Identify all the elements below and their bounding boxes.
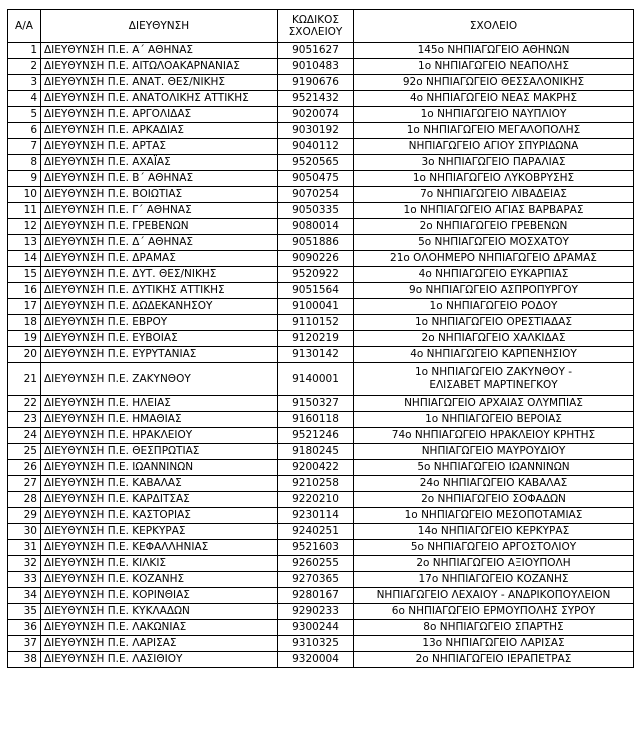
table-row — [8, 652, 634, 668]
row-school: 24ο ΝΗΠΙΑΓΩΓΕΙΟ ΚΑΒΑΛΑΣ — [354, 476, 634, 492]
table-row — [8, 540, 634, 556]
header-direction: ΔΙΕΥΘΥΝΣΗ — [41, 10, 278, 43]
table-row — [8, 412, 634, 428]
row-direction: ΔΙΕΥΘΥΝΣΗ Π.Ε. ΘΕΣΠΡΩΤΙΑΣ — [41, 444, 278, 460]
row-number: 2 — [8, 59, 41, 75]
table-row — [8, 283, 634, 299]
row-number: 23 — [8, 412, 41, 428]
row-number: 22 — [8, 396, 41, 412]
header-code-line2: ΣΧΟΛΕΙΟΥ — [288, 26, 343, 38]
row-school: ΝΗΠΙΑΓΩΓΕΙΟ ΑΡΧΑΙΑΣ ΟΛΥΜΠΙΑΣ — [354, 396, 634, 412]
row-number: 28 — [8, 492, 41, 508]
table-row — [8, 155, 634, 171]
row-direction: ΔΙΕΥΘΥΝΣΗ Π.Ε. ΕΥΒΟΙΑΣ — [41, 331, 278, 347]
row-school: 1ο ΝΗΠΙΑΓΩΓΕΙΟ ΡΟΔΟΥ — [354, 299, 634, 315]
table-row — [8, 588, 634, 604]
row-school: 1ο ΝΗΠΙΑΓΩΓΕΙΟ ΒΕΡΟΙΑΣ — [354, 412, 634, 428]
row-number: 9 — [8, 171, 41, 187]
row-number: 30 — [8, 524, 41, 540]
row-school: 21ο ΟΛΟΗΜΕΡΟ ΝΗΠΙΑΓΩΓΕΙΟ ΔΡΑΜΑΣ — [354, 251, 634, 267]
row-school-code: 9520922 — [278, 267, 354, 283]
row-school-code: 9521603 — [278, 540, 354, 556]
row-school-code: 9130142 — [278, 347, 354, 363]
row-school-code: 9270365 — [278, 572, 354, 588]
table-row — [8, 460, 634, 476]
row-school: 92ο ΝΗΠΙΑΓΩΓΕΙΟ ΘΕΣΣΑΛΟΝΙΚΗΣ — [354, 75, 634, 91]
row-direction: ΔΙΕΥΘΥΝΣΗ Π.Ε. ΓΡΕΒΕΝΩΝ — [41, 219, 278, 235]
row-direction: ΔΙΕΥΘΥΝΣΗ Π.Ε. Δ΄ ΑΘΗΝΑΣ — [41, 235, 278, 251]
row-school-code: 9190676 — [278, 75, 354, 91]
row-school: 17ο ΝΗΠΙΑΓΩΓΕΙΟ ΚΟΖΑΝΗΣ — [354, 572, 634, 588]
table-row — [8, 267, 634, 283]
table-header-row — [8, 10, 634, 43]
row-direction: ΔΙΕΥΘΥΝΣΗ Π.Ε. Γ΄ ΑΘΗΝΑΣ — [41, 203, 278, 219]
row-direction: ΔΙΕΥΘΥΝΣΗ Π.Ε. ΚΟΖΑΝΗΣ — [41, 572, 278, 588]
row-number: 38 — [8, 652, 41, 668]
row-direction: ΔΙΕΥΘΥΝΣΗ Π.Ε. ΕΒΡΟΥ — [41, 315, 278, 331]
row-number: 21 — [8, 363, 41, 396]
table-row — [8, 396, 634, 412]
row-school: ΝΗΠΙΑΓΩΓΕΙΟ ΑΓΙΟΥ ΣΠΥΡΙΔΩΝΑ — [354, 139, 634, 155]
header-school: ΣΧΟΛΕΙΟ — [354, 10, 634, 43]
table-row — [8, 203, 634, 219]
row-number: 24 — [8, 428, 41, 444]
row-school: 5ο ΝΗΠΙΑΓΩΓΕΙΟ ΙΩΑΝΝΙΝΩΝ — [354, 460, 634, 476]
table-row — [8, 235, 634, 251]
row-school: 4ο ΝΗΠΙΑΓΩΓΕΙΟ ΕΥΚΑΡΠΙΑΣ — [354, 267, 634, 283]
table-row — [8, 251, 634, 267]
row-number: 16 — [8, 283, 41, 299]
row-school: 5ο ΝΗΠΙΑΓΩΓΕΙΟ ΑΡΓΟΣΤΟΛΙΟΥ — [354, 540, 634, 556]
row-number: 15 — [8, 267, 41, 283]
row-school: 6ο ΝΗΠΙΑΓΩΓΕΙΟ ΕΡΜΟΥΠΟΛΗΣ ΣΥΡΟΥ — [354, 604, 634, 620]
table-row — [8, 524, 634, 540]
row-school: 7ο ΝΗΠΙΑΓΩΓΕΙΟ ΛΙΒΑΔΕΙΑΣ — [354, 187, 634, 203]
row-school-code: 9320004 — [278, 652, 354, 668]
row-direction: ΔΙΕΥΘΥΝΣΗ Π.Ε. ΕΥΡΥΤΑΝΙΑΣ — [41, 347, 278, 363]
row-school-code: 9521432 — [278, 91, 354, 107]
row-number: 8 — [8, 155, 41, 171]
row-school-code: 9300244 — [278, 620, 354, 636]
table-row — [8, 59, 634, 75]
row-number: 34 — [8, 588, 41, 604]
table-row — [8, 331, 634, 347]
row-direction: ΔΙΕΥΘΥΝΣΗ Π.Ε. ΚΑΒΑΛΑΣ — [41, 476, 278, 492]
row-number: 27 — [8, 476, 41, 492]
table-row — [8, 492, 634, 508]
table-row — [8, 75, 634, 91]
row-number: 10 — [8, 187, 41, 203]
table-row — [8, 299, 634, 315]
row-direction: ΔΙΕΥΘΥΝΣΗ Π.Ε. Β΄ ΑΘΗΝΑΣ — [41, 171, 278, 187]
row-school: 14ο ΝΗΠΙΑΓΩΓΕΙΟ ΚΕΡΚΥΡΑΣ — [354, 524, 634, 540]
row-school-code: 9520565 — [278, 155, 354, 171]
row-direction: ΔΙΕΥΘΥΝΣΗ Π.Ε. ΑΧΑΪΑΣ — [41, 155, 278, 171]
row-school-code: 9310325 — [278, 636, 354, 652]
row-school-code: 9050475 — [278, 171, 354, 187]
header-num: Α/Α — [8, 10, 41, 43]
row-direction: ΔΙΕΥΘΥΝΣΗ Π.Ε. ΛΑΣΙΘΙΟΥ — [41, 652, 278, 668]
table-row — [8, 363, 634, 396]
row-school-code: 9290233 — [278, 604, 354, 620]
row-direction: ΔΙΕΥΘΥΝΣΗ Π.Ε. ΚΟΡΙΝΘΙΑΣ — [41, 588, 278, 604]
table-row — [8, 347, 634, 363]
row-school: 13ο ΝΗΠΙΑΓΩΓΕΙΟ ΛΑΡΙΣΑΣ — [354, 636, 634, 652]
table-row — [8, 187, 634, 203]
row-school-code: 9030192 — [278, 123, 354, 139]
row-school-code: 9051886 — [278, 235, 354, 251]
row-direction: ΔΙΕΥΘΥΝΣΗ Π.Ε. ΔΥΤ. ΘΕΣ/ΝΙΚΗΣ — [41, 267, 278, 283]
row-direction: ΔΙΕΥΘΥΝΣΗ Π.Ε. ΒΟΙΩΤΙΑΣ — [41, 187, 278, 203]
table-row — [8, 572, 634, 588]
table-row — [8, 508, 634, 524]
row-school-code: 9521246 — [278, 428, 354, 444]
row-number: 36 — [8, 620, 41, 636]
row-school-code: 9010483 — [278, 59, 354, 75]
row-school-code: 9120219 — [278, 331, 354, 347]
row-school: 2ο ΝΗΠΙΑΓΩΓΕΙΟ ΧΑΛΚΙΔΑΣ — [354, 331, 634, 347]
table-row — [8, 476, 634, 492]
row-number: 4 — [8, 91, 41, 107]
row-number: 1 — [8, 43, 41, 59]
row-school: 74ο ΝΗΠΙΑΓΩΓΕΙΟ ΗΡΑΚΛΕΙΟΥ ΚΡΗΤΗΣ — [354, 428, 634, 444]
row-direction: ΔΙΕΥΘΥΝΣΗ Π.Ε. ΗΛΕΙΑΣ — [41, 396, 278, 412]
row-number: 18 — [8, 315, 41, 331]
row-school-code: 9240251 — [278, 524, 354, 540]
table-row — [8, 636, 634, 652]
row-direction: ΔΙΕΥΘΥΝΣΗ Π.Ε. ΚΑΣΤΟΡΙΑΣ — [41, 508, 278, 524]
row-number: 5 — [8, 107, 41, 123]
row-school-code: 9160118 — [278, 412, 354, 428]
row-direction: ΔΙΕΥΘΥΝΣΗ Π.Ε. ΑΝΑΤ. ΘΕΣ/ΝΙΚΗΣ — [41, 75, 278, 91]
row-school: 2ο ΝΗΠΙΑΓΩΓΕΙΟ ΙΕΡΑΠΕΤΡΑΣ — [354, 652, 634, 668]
row-number: 7 — [8, 139, 41, 155]
table-row — [8, 43, 634, 59]
row-school: 2ο ΝΗΠΙΑΓΩΓΕΙΟ ΣΟΦΑΔΩΝ — [354, 492, 634, 508]
row-direction: ΔΙΕΥΘΥΝΣΗ Π.Ε. ΖΑΚΥΝΘΟΥ — [41, 363, 278, 396]
row-school: 1ο ΝΗΠΙΑΓΩΓΕΙΟ ΑΓΙΑΣ ΒΑΡΒΑΡΑΣ — [354, 203, 634, 219]
table-row — [8, 444, 634, 460]
row-school-code: 9070254 — [278, 187, 354, 203]
header-code — [278, 10, 354, 43]
row-number: 35 — [8, 604, 41, 620]
row-school: ΝΗΠΙΑΓΩΓΕΙΟ ΜΑΥΡΟΥΔΙΟΥ — [354, 444, 634, 460]
row-school-code: 9080014 — [278, 219, 354, 235]
row-school-code: 9050335 — [278, 203, 354, 219]
row-direction: ΔΙΕΥΘΥΝΣΗ Π.Ε. ΗΡΑΚΛΕΙΟΥ — [41, 428, 278, 444]
table-row — [8, 556, 634, 572]
row-direction: ΔΙΕΥΘΥΝΣΗ Π.Ε. ΑΝΑΤΟΛΙΚΗΣ ΑΤΤΙΚΗΣ — [41, 91, 278, 107]
row-direction: ΔΙΕΥΘΥΝΣΗ Π.Ε. ΑΡΚΑΔΙΑΣ — [41, 123, 278, 139]
row-number: 11 — [8, 203, 41, 219]
row-school-code: 9220210 — [278, 492, 354, 508]
row-school: 1ο ΝΗΠΙΑΓΩΓΕΙΟ ΜΕΓΑΛΟΠΟΛΗΣ — [354, 123, 634, 139]
table-row — [8, 428, 634, 444]
row-school-code: 9210258 — [278, 476, 354, 492]
row-number: 3 — [8, 75, 41, 91]
row-school-code: 9100041 — [278, 299, 354, 315]
row-school-code: 9110152 — [278, 315, 354, 331]
row-school: 2ο ΝΗΠΙΑΓΩΓΕΙΟ ΓΡΕΒΕΝΩΝ — [354, 219, 634, 235]
table-row — [8, 91, 634, 107]
table-row — [8, 171, 634, 187]
table-row — [8, 620, 634, 636]
row-school-code: 9180245 — [278, 444, 354, 460]
row-number: 12 — [8, 219, 41, 235]
table-row — [8, 604, 634, 620]
row-school-code: 9260255 — [278, 556, 354, 572]
table-row — [8, 139, 634, 155]
row-number: 29 — [8, 508, 41, 524]
row-number: 26 — [8, 460, 41, 476]
row-school-code: 9150327 — [278, 396, 354, 412]
row-direction: ΔΙΕΥΘΥΝΣΗ Π.Ε. ΑΡΤΑΣ — [41, 139, 278, 155]
row-number: 31 — [8, 540, 41, 556]
row-direction: ΔΙΕΥΘΥΝΣΗ Π.Ε. ΑΡΓΟΛΙΔΑΣ — [41, 107, 278, 123]
row-school: 1ο ΝΗΠΙΑΓΩΓΕΙΟ ΜΕΣΟΠΟΤΑΜΙΑΣ — [354, 508, 634, 524]
row-school-code: 9040112 — [278, 139, 354, 155]
row-school-code: 9090226 — [278, 251, 354, 267]
row-direction: ΔΙΕΥΘΥΝΣΗ Π.Ε. Α΄ ΑΘΗΝΑΣ — [41, 43, 278, 59]
table-row — [8, 123, 634, 139]
row-number: 19 — [8, 331, 41, 347]
row-number: 37 — [8, 636, 41, 652]
row-school: 2ο ΝΗΠΙΑΓΩΓΕΙΟ ΑΞΙΟΥΠΟΛΗ — [354, 556, 634, 572]
row-number: 6 — [8, 123, 41, 139]
row-direction: ΔΙΕΥΘΥΝΣΗ Π.Ε. ΚΙΛΚΙΣ — [41, 556, 278, 572]
row-school-line1: 1ο ΝΗΠΙΑΓΩΓΕΙΟ ΖΑΚΥΝΘΟΥ - — [414, 366, 573, 378]
row-school: 145ο ΝΗΠΙΑΓΩΓΕΙΟ ΑΘΗΝΩΝ — [354, 43, 634, 59]
row-school: 4ο ΝΗΠΙΑΓΩΓΕΙΟ ΝΕΑΣ ΜΑΚΡΗΣ — [354, 91, 634, 107]
row-school: 3ο ΝΗΠΙΑΓΩΓΕΙΟ ΠΑΡΑΛΙΑΣ — [354, 155, 634, 171]
row-number: 14 — [8, 251, 41, 267]
schools-table — [7, 9, 634, 668]
row-direction: ΔΙΕΥΘΥΝΣΗ Π.Ε. ΙΩΑΝΝΙΝΩΝ — [41, 460, 278, 476]
row-direction: ΔΙΕΥΘΥΝΣΗ Π.Ε. ΚΕΦΑΛΛΗΝΙΑΣ — [41, 540, 278, 556]
row-direction: ΔΙΕΥΘΥΝΣΗ Π.Ε. ΚΥΚΛΑΔΩΝ — [41, 604, 278, 620]
row-school-code: 9051564 — [278, 283, 354, 299]
row-school: 9ο ΝΗΠΙΑΓΩΓΕΙΟ ΑΣΠΡΟΠΥΡΓΟΥ — [354, 283, 634, 299]
table-row — [8, 107, 634, 123]
row-school — [354, 363, 634, 396]
row-school-code: 9280167 — [278, 588, 354, 604]
row-school: 1ο ΝΗΠΙΑΓΩΓΕΙΟ ΛΥΚΟΒΡΥΣΗΣ — [354, 171, 634, 187]
table-row — [8, 219, 634, 235]
row-direction: ΔΙΕΥΘΥΝΣΗ Π.Ε. ΔΩΔΕΚΑΝΗΣΟΥ — [41, 299, 278, 315]
row-direction: ΔΙΕΥΘΥΝΣΗ Π.Ε. ΗΜΑΘΙΑΣ — [41, 412, 278, 428]
row-school-code: 9140001 — [278, 363, 354, 396]
row-number: 32 — [8, 556, 41, 572]
row-school: 5ο ΝΗΠΙΑΓΩΓΕΙΟ ΜΟΣΧΑΤΟΥ — [354, 235, 634, 251]
row-direction: ΔΙΕΥΘΥΝΣΗ Π.Ε. ΛΑΡΙΣΑΣ — [41, 636, 278, 652]
row-direction: ΔΙΕΥΘΥΝΣΗ Π.Ε. ΔΡΑΜΑΣ — [41, 251, 278, 267]
row-school: 1ο ΝΗΠΙΑΓΩΓΕΙΟ ΝΑΥΠΛΙΟΥ — [354, 107, 634, 123]
row-number: 13 — [8, 235, 41, 251]
row-school: 1ο ΝΗΠΙΑΓΩΓΕΙΟ ΟΡΕΣΤΙΑΔΑΣ — [354, 315, 634, 331]
row-school: 1ο ΝΗΠΙΑΓΩΓΕΙΟ ΝΕΑΠΟΛΗΣ — [354, 59, 634, 75]
row-direction: ΔΙΕΥΘΥΝΣΗ Π.Ε. ΔΥΤΙΚΗΣ ΑΤΤΙΚΗΣ — [41, 283, 278, 299]
row-number: 25 — [8, 444, 41, 460]
row-school: 4ο ΝΗΠΙΑΓΩΓΕΙΟ ΚΑΡΠΕΝΗΣΙΟΥ — [354, 347, 634, 363]
row-direction: ΔΙΕΥΘΥΝΣΗ Π.Ε. ΛΑΚΩΝΙΑΣ — [41, 620, 278, 636]
row-school-code: 9200422 — [278, 460, 354, 476]
row-school-code: 9051627 — [278, 43, 354, 59]
row-school: 8ο ΝΗΠΙΑΓΩΓΕΙΟ ΣΠΑΡΤΗΣ — [354, 620, 634, 636]
row-direction: ΔΙΕΥΘΥΝΣΗ Π.Ε. ΚΕΡΚΥΡΑΣ — [41, 524, 278, 540]
row-number: 33 — [8, 572, 41, 588]
row-school-line2: ΕΛΙΣΑΒΕΤ ΜΑΡΤΙΝΕΓΚΟΥ — [429, 379, 558, 391]
row-direction: ΔΙΕΥΘΥΝΣΗ Π.Ε. ΚΑΡΔΙΤΣΑΣ — [41, 492, 278, 508]
row-school: ΝΗΠΙΑΓΩΓΕΙΟ ΛΕΧΑΙΟΥ - ΑΝΔΡΙΚΟΠΟΥΛΕΙΟΝ — [354, 588, 634, 604]
header-code-line1: ΚΩΔΙΚΟΣ — [292, 14, 339, 26]
table-row — [8, 315, 634, 331]
row-direction: ΔΙΕΥΘΥΝΣΗ Π.Ε. ΑΙΤΩΛΟΑΚΑΡΝΑΝΙΑΣ — [41, 59, 278, 75]
row-school-code: 9020074 — [278, 107, 354, 123]
row-school-code: 9230114 — [278, 508, 354, 524]
row-number: 20 — [8, 347, 41, 363]
row-number: 17 — [8, 299, 41, 315]
